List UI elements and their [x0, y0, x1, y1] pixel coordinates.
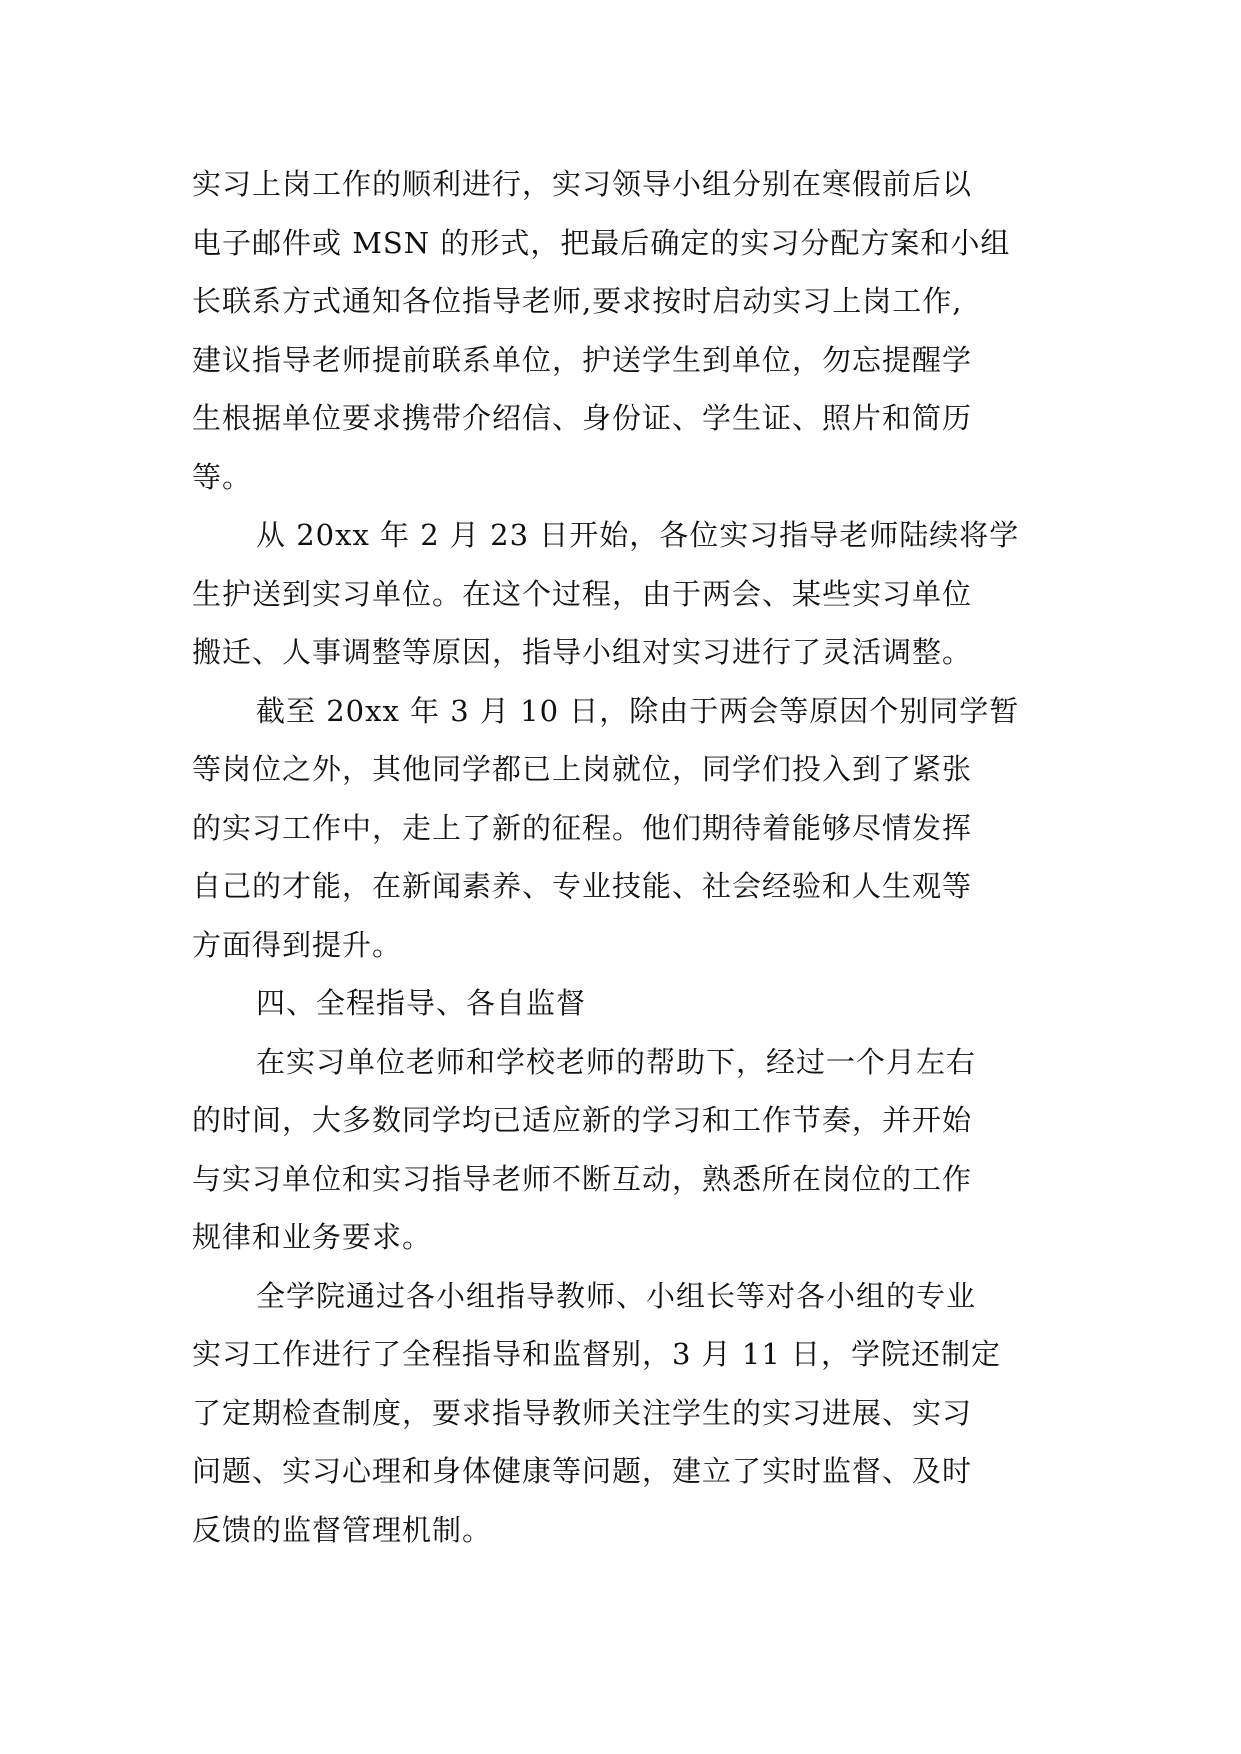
text-line: 生护送到实习单位。在这个过程，由于两会、某些实习单位	[192, 576, 973, 611]
text-line: 建议指导老师提前联系单位，护送学生到单位，勿忘提醒学	[192, 342, 973, 377]
text-line: 截至 20xx 年 3 月 10 日，除由于两会等原因个别同学暂	[256, 693, 1020, 728]
text-line: 与实习单位和实习指导老师不断互动，熟悉所在岗位的工作	[192, 1161, 973, 1196]
text-line: 从 20xx 年 2 月 23 日开始，各位实习指导老师陆续将学	[256, 518, 1020, 552]
document-body	[192, 155, 1062, 1559]
text-line: 实习上岗工作的顺利进行，实习领导小组分别在寒假前后以	[192, 167, 973, 201]
text-line: 问题、实习心理和身体健康等问题，建立了实时监督、及时	[192, 1454, 973, 1488]
text-line: 了定期检查制度，要求指导教师关注学生的实习进展、实习	[192, 1395, 973, 1430]
text-line: 四、全程指导、各自监督	[256, 986, 587, 1020]
text-line: 方面得到提升。	[192, 927, 403, 962]
text-line: 等岗位之外，其他同学都已上岗就位，同学们投入到了紧张	[192, 752, 973, 786]
text-line: 等。	[192, 459, 253, 494]
text-line: 的实习工作中，走上了新的征程。他们期待着能够尽情发挥	[192, 810, 973, 845]
text-line: 全学院通过各小组指导教师、小组长等对各小组的专业	[256, 1278, 977, 1313]
text-line: 实习工作进行了全程指导和监督别，3 月 11 日，学院还制定	[192, 1337, 1002, 1371]
text-line: 电子邮件或 MSN 的形式，把最后确定的实习分配方案和小组	[192, 225, 1011, 260]
text-line: 搬迁、人事调整等原因，指导小组对实习进行了灵活调整。	[192, 635, 973, 669]
text-line: 反馈的监督管理机制。	[192, 1512, 493, 1547]
text-line: 的时间，大多数同学均已适应新的学习和工作节奏，并开始	[192, 1103, 973, 1137]
text-line: 规律和业务要求。	[192, 1220, 433, 1254]
text-line: 在实习单位老师和学校老师的帮助下，经过一个月左右	[256, 1044, 977, 1079]
text-line: 自己的才能，在新闻素养、专业技能、社会经验和人生观等	[192, 869, 973, 903]
text-line: 生根据单位要求携带介绍信、身份证、学生证、照片和简历	[192, 401, 973, 435]
text-line: 长联系方式通知各位指导老师,要求按时启动实习上岗工作,	[192, 284, 963, 318]
